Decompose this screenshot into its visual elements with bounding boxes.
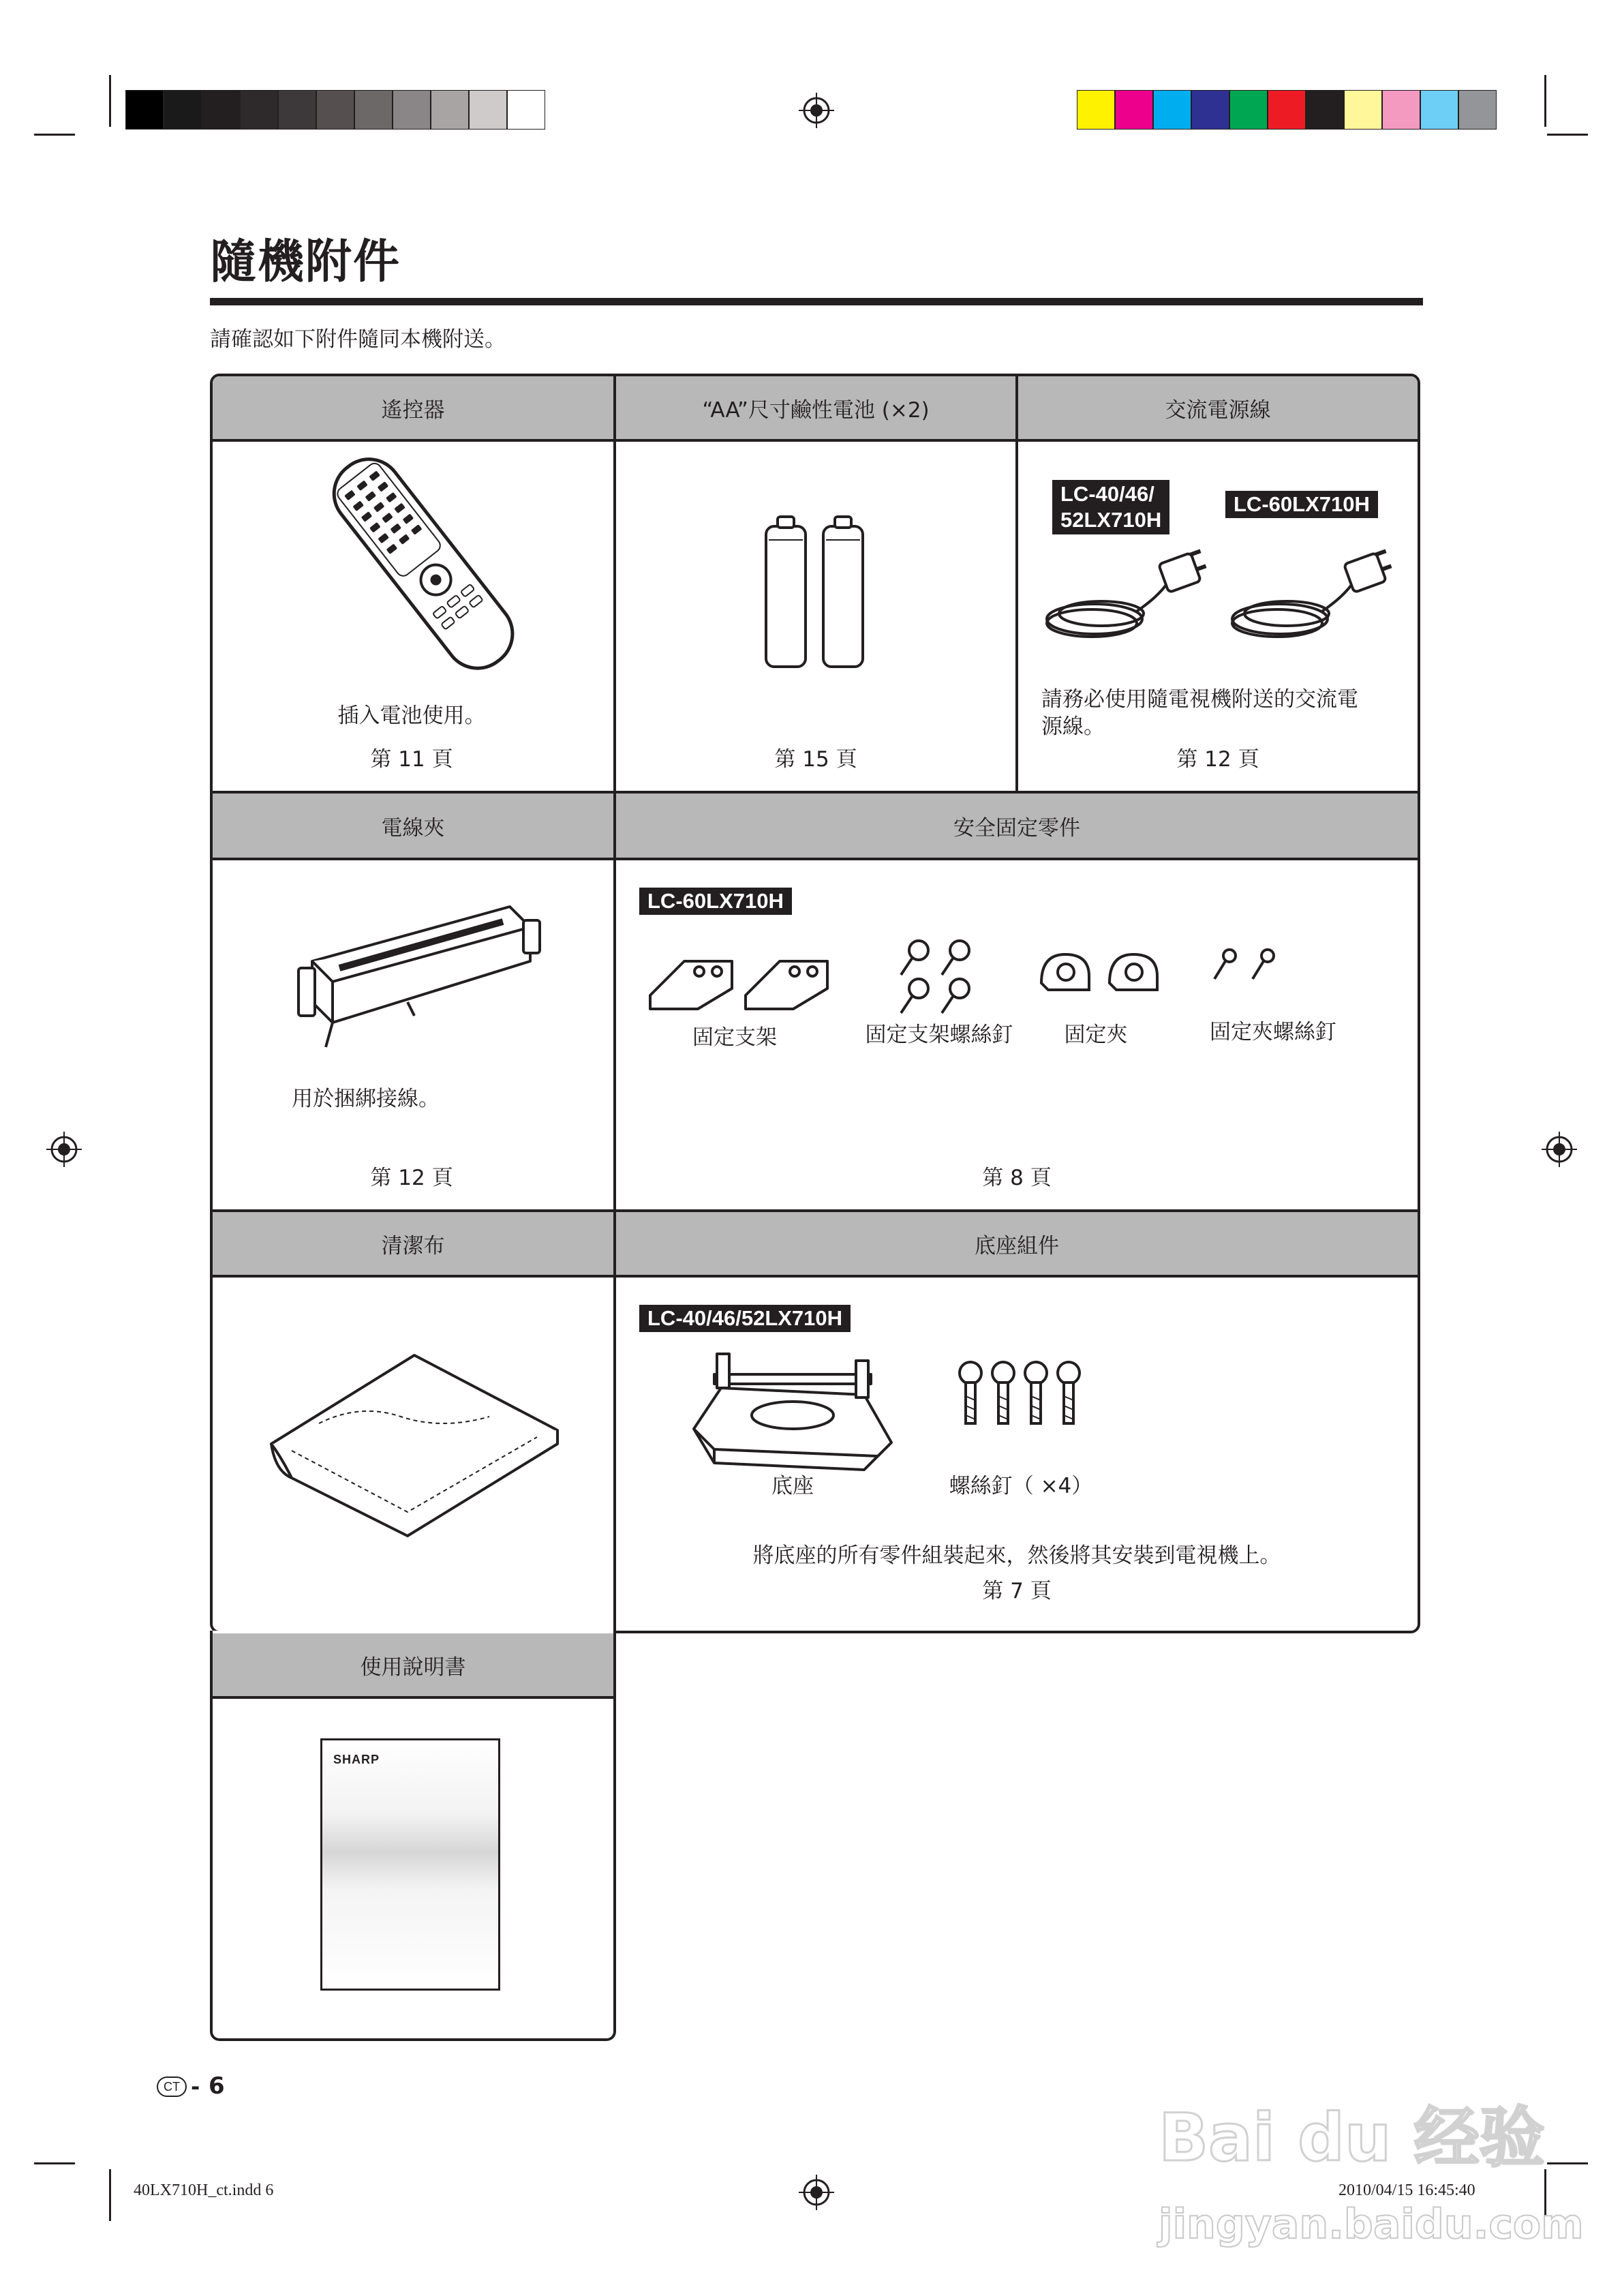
gray-swatch bbox=[164, 90, 202, 130]
watermark-logo: Bai du 经验 bbox=[1159, 2100, 1545, 2176]
page-number: 6 bbox=[209, 2072, 225, 2100]
registration-mark-icon bbox=[46, 1132, 82, 1167]
color-swatch bbox=[1268, 90, 1306, 130]
crop-mark bbox=[34, 134, 75, 136]
header-manual: 使用說明書 bbox=[213, 1633, 613, 1699]
language-badge bbox=[157, 2076, 187, 2097]
header-remote: 遙控器 bbox=[213, 376, 613, 442]
color-swatch bbox=[1229, 90, 1268, 130]
color-swatch bbox=[1191, 90, 1229, 130]
language-badge-label: CT bbox=[164, 2079, 180, 2094]
stand-screws-illustration bbox=[953, 1358, 1089, 1433]
footer-timestamp: 2010/04/15 16:45:40 bbox=[1338, 2181, 1475, 2199]
registration-mark-icon bbox=[799, 93, 834, 128]
battery-illustration bbox=[755, 510, 878, 674]
bracket-screw-illustration bbox=[891, 934, 987, 1023]
model-tag-60: LC-60LX710H bbox=[639, 888, 792, 915]
color-swatch bbox=[1382, 90, 1420, 130]
registration-mark-icon bbox=[799, 2175, 834, 2210]
footer-filename: 40LX710H_ct.indd 6 bbox=[134, 2181, 274, 2199]
header-cable-clamp: 電線夾 bbox=[213, 794, 613, 860]
safety-page-ref: 第 8 頁 bbox=[982, 1166, 1052, 1190]
power-cord-icon bbox=[1225, 537, 1396, 653]
color-swatch bbox=[1420, 90, 1458, 130]
crop-mark bbox=[1547, 134, 1588, 136]
clamp-page-ref: 第 12 頁 bbox=[370, 1166, 453, 1190]
power-note-line1: 請務必使用隨電視機附送的交流電 bbox=[1041, 687, 1358, 712]
model-tag-60: LC-60LX710H bbox=[1225, 491, 1378, 518]
label-stand-screws: 螺絲釘（ ×4） bbox=[949, 1474, 1093, 1498]
gray-swatch bbox=[507, 90, 545, 130]
remote-control-illustration bbox=[305, 449, 537, 674]
color-swatch bbox=[1344, 90, 1382, 130]
title-rule bbox=[210, 298, 1423, 305]
manual-cover bbox=[320, 1738, 500, 1991]
label-stand-base: 底座 bbox=[771, 1474, 814, 1498]
model-tag-40-46-52 bbox=[1052, 480, 1169, 534]
model-tag-line: LC-40/46/ bbox=[1060, 482, 1154, 506]
label-bracket: 固定支架 bbox=[692, 1025, 777, 1050]
gray-swatch bbox=[469, 90, 507, 130]
power-note-line2: 源線。 bbox=[1041, 714, 1105, 739]
label-bracket-screw: 固定支架螺絲釘 bbox=[865, 1023, 1013, 1047]
gray-swatch bbox=[240, 90, 278, 130]
remote-page-ref: 第 11 頁 bbox=[370, 747, 453, 772]
crop-mark bbox=[109, 2169, 111, 2221]
gray-swatch bbox=[393, 90, 431, 130]
stand-page-ref: 第 7 頁 bbox=[982, 1579, 1052, 1603]
power-cord-icon bbox=[1040, 537, 1210, 653]
battery-page-ref: 第 15 頁 bbox=[774, 747, 857, 772]
gray-swatch bbox=[125, 90, 164, 130]
crop-mark bbox=[109, 75, 111, 127]
header-safety-parts: 安全固定零件 bbox=[616, 794, 1418, 860]
label-clip: 固定夾 bbox=[1064, 1023, 1128, 1047]
header-battery: “AA”尺寸鹼性電池 (×2) bbox=[616, 376, 1015, 442]
page-title: 隨機附件 bbox=[210, 235, 401, 289]
crop-mark bbox=[34, 2162, 75, 2164]
model-tag-line: 52LX710H bbox=[1060, 508, 1162, 532]
header-cleaning-cloth: 清潔布 bbox=[213, 1212, 613, 1278]
gray-swatch bbox=[354, 90, 393, 130]
color-swatch bbox=[1115, 90, 1153, 130]
manual-brand-logo: SHARP bbox=[333, 1753, 380, 1766]
gray-swatch bbox=[202, 90, 240, 130]
model-tag-40-46-52: LC-40/46/52LX710H bbox=[639, 1305, 851, 1332]
clip-screw-illustration bbox=[1206, 945, 1281, 993]
intro-text: 請確認如下附件隨同本機附送。 bbox=[210, 327, 506, 352]
crop-mark bbox=[1547, 2162, 1588, 2164]
color-swatch bbox=[1153, 90, 1191, 130]
power-page-ref: 第 12 頁 bbox=[1176, 747, 1259, 772]
cable-clamp-illustration bbox=[285, 886, 557, 1050]
fixing-clip-illustration bbox=[1035, 942, 1171, 1010]
col-divider bbox=[613, 374, 616, 1633]
registration-mark-icon bbox=[1542, 1132, 1577, 1167]
color-swatch bbox=[1306, 90, 1344, 130]
clamp-note: 用於捆綁接線。 bbox=[292, 1087, 440, 1111]
color-swatch bbox=[1458, 90, 1497, 130]
accessories-table bbox=[210, 374, 1420, 2041]
color-swatch bbox=[1077, 90, 1115, 130]
remote-note: 插入電池使用。 bbox=[337, 704, 486, 728]
gray-swatch bbox=[431, 90, 469, 130]
watermark-url: jingyan.baidu.com bbox=[1159, 2201, 1584, 2248]
cleaning-cloth-illustration bbox=[264, 1342, 564, 1539]
crop-mark bbox=[1544, 75, 1546, 127]
gray-swatch bbox=[316, 90, 354, 130]
gray-swatch bbox=[278, 90, 316, 130]
stand-base-illustration bbox=[687, 1347, 898, 1477]
page-number-dash: - bbox=[191, 2074, 200, 2100]
header-stand-assembly: 底座組件 bbox=[616, 1212, 1418, 1278]
bracket-illustration bbox=[643, 934, 848, 1016]
stand-note: 將底座的所有零件組裝起來，然後將其安裝到電視機上。 bbox=[752, 1543, 1281, 1568]
label-clip-screw: 固定夾螺絲釘 bbox=[1210, 1020, 1336, 1044]
header-power-cord: 交流電源線 bbox=[1018, 376, 1418, 442]
